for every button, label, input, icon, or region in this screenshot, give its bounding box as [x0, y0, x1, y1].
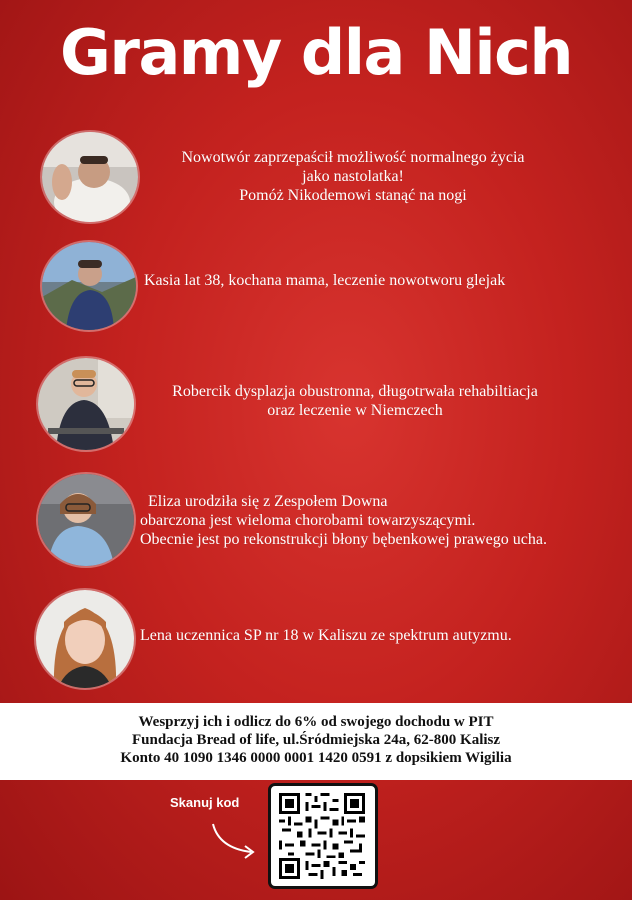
- text-line: Nowotwór zaprzepaścił możliwość normalnego życia: [181, 149, 525, 166]
- eliza-description: [140, 492, 620, 549]
- eliza-photo: [36, 472, 136, 568]
- text-line: Robercik dysplazja obustronna, długotrwała rehabiltiacja: [172, 383, 538, 400]
- kasia-description: [144, 271, 624, 290]
- text-line: Obecnie jest po rekonstrukcji błony bębenkowej prawego ucha.: [140, 531, 547, 548]
- text-line: jako nastolatka!: [302, 168, 404, 185]
- text-line: obarczona jest wieloma chorobami towarzyszącymi.: [140, 512, 476, 529]
- robercik-description: [140, 382, 570, 420]
- person-card-eliza: [0, 472, 632, 572]
- text-line: Eliza urodziła się z Zespołem Downa: [148, 493, 388, 510]
- lena-description: [140, 626, 620, 645]
- person-card-nikodem: [0, 128, 632, 228]
- page-title: Gramy dla Nich: [60, 16, 572, 89]
- support-text: Wesprzyj ich i odlicz do 6% od swojego dochodu w PIT: [138, 714, 494, 730]
- nikodem-description: [138, 148, 568, 205]
- scan-label: Skanuj kod: [170, 795, 240, 810]
- text-line: Pomóż Nikodemowi stanąć na nogi: [239, 187, 467, 204]
- person-card-lena: [0, 588, 632, 688]
- kasia-photo: [40, 240, 138, 332]
- foundation-address: Fundacja Bread of life, ul.Śródmiejska 24a, 62-800 Kalisz: [131, 732, 501, 748]
- nikodem-photo: [40, 130, 140, 224]
- text-line: Lena uczennica SP nr 18 w Kaliszu ze spektrum autyzmu.: [140, 627, 512, 644]
- info-band: [0, 703, 632, 780]
- qr-code-icon: [279, 793, 365, 879]
- text-line: oraz leczenie w Niemczech: [267, 402, 443, 419]
- person-card-kasia: [0, 238, 632, 338]
- person-card-robercik: [0, 356, 632, 456]
- robercik-photo: [36, 356, 136, 452]
- bank-account: Konto 40 1090 1346 0000 0001 1420 0591 z dopsikiem Wigilia: [120, 750, 512, 766]
- lena-photo: [34, 588, 136, 690]
- text-line: Kasia lat 38, kochana mama, leczenie nowotworu glejak: [144, 272, 506, 289]
- qr-code[interactable]: [268, 783, 378, 889]
- arrow-icon: [205, 818, 265, 863]
